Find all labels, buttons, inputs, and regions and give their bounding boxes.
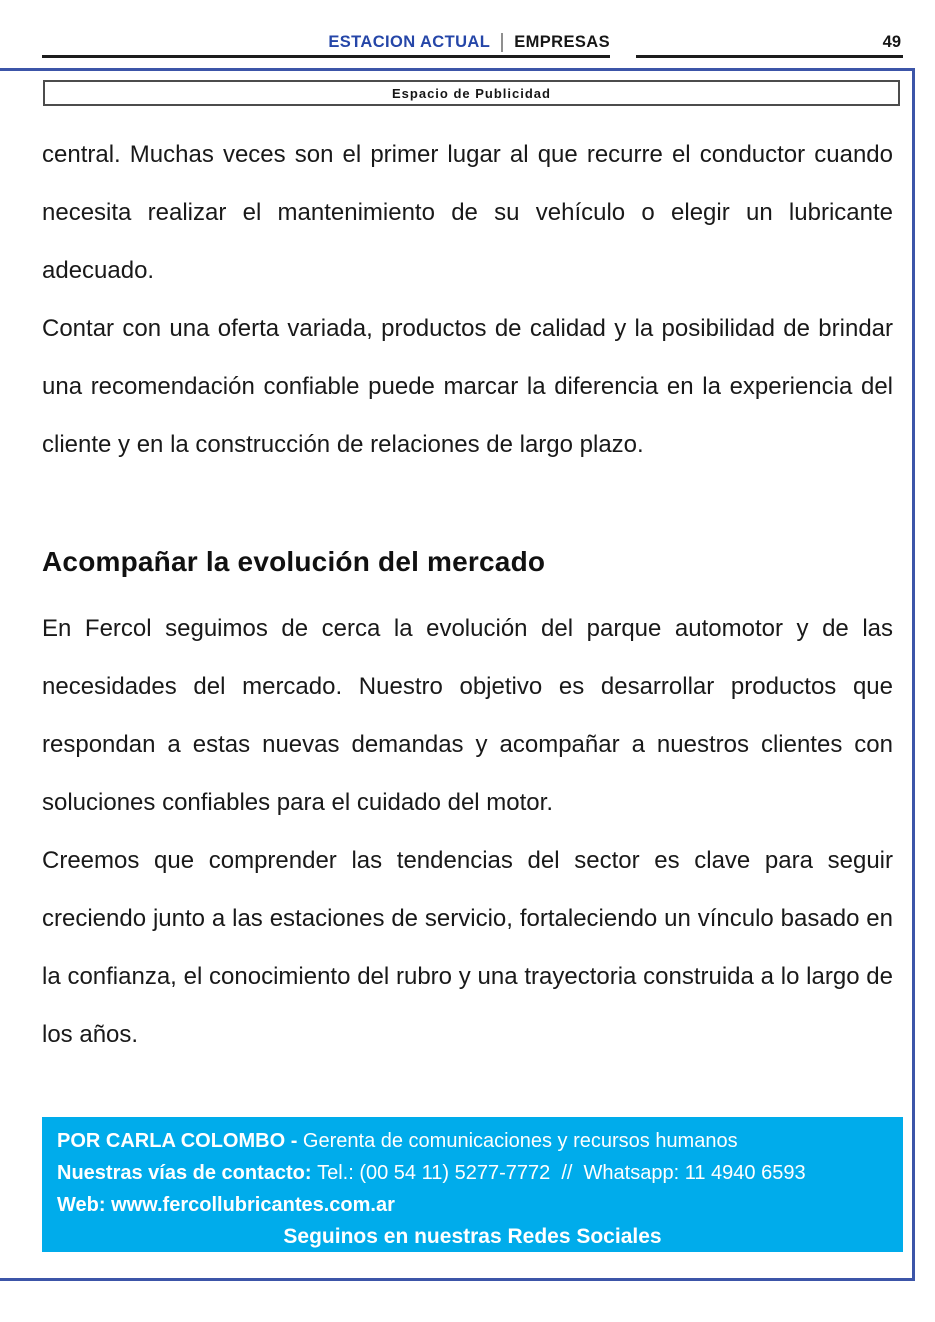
paragraph: central. Muchas veces son el primer lugar al que recurre el conductor cuando necesita realizar el mantenimiento de su vehículo o elegir un lubricante adecuado. [42, 141, 893, 284]
article-intro [42, 126, 893, 474]
contact-phones: Tel.: (00 54 11) 5277-7772 // Whatsapp: 11 4940 6593 [317, 1162, 806, 1184]
page-number: 49 [882, 33, 901, 51]
byline-author: POR CARLA COLOMBO - [57, 1130, 303, 1152]
byline [57, 1125, 888, 1157]
magazine-title: ESTACION ACTUAL [328, 33, 491, 51]
contact-box [42, 1117, 903, 1252]
website-url: Web: www.fercollubricantes.com.ar [57, 1194, 395, 1216]
contact-label: Nuestras vías de contacto: [57, 1162, 318, 1184]
ad-banner-label: Espacio de Publicidad [392, 85, 551, 101]
paragraph: En Fercol seguimos de cerca la evolución del parque automotor y de las necesidades del mercado. Nuestro objetivo es desarrollar productos que respondan a estas nuevas demandas y acompañar a nuestros clientes con soluciones confiables para el cuidado del motor. [42, 615, 893, 816]
paragraph: Contar con una oferta variada, productos de calidad y la posibilidad de brindar una recomendación confiable puede marcar la diferencia en la experiencia del cliente y en la construcción de relaciones de largo plazo. [42, 315, 893, 458]
byline-role: Gerenta de comunicaciones y recursos humanos [302, 1130, 738, 1152]
ad-banner [43, 80, 900, 106]
header-divider-bar [501, 33, 503, 52]
header-rule-left [42, 55, 610, 58]
social-callout: Seguinos en nuestras Redes Sociales [283, 1225, 662, 1248]
header-rule-right [636, 55, 903, 58]
section-heading: Acompañar la evolución del mercado [42, 546, 546, 577]
article-section [42, 600, 893, 1064]
section-category: EMPRESAS [514, 33, 610, 51]
running-head [42, 30, 610, 55]
web-line [57, 1189, 888, 1221]
paragraph: Creemos que comprender las tendencias del sector es clave para seguir creciendo junto a las estaciones de servicio, fortaleciendo un vínculo basado en la confianza, el conocimiento del rubro y una trayectoria construida a lo largo de los años. [42, 847, 893, 1048]
contact-line [57, 1157, 888, 1189]
